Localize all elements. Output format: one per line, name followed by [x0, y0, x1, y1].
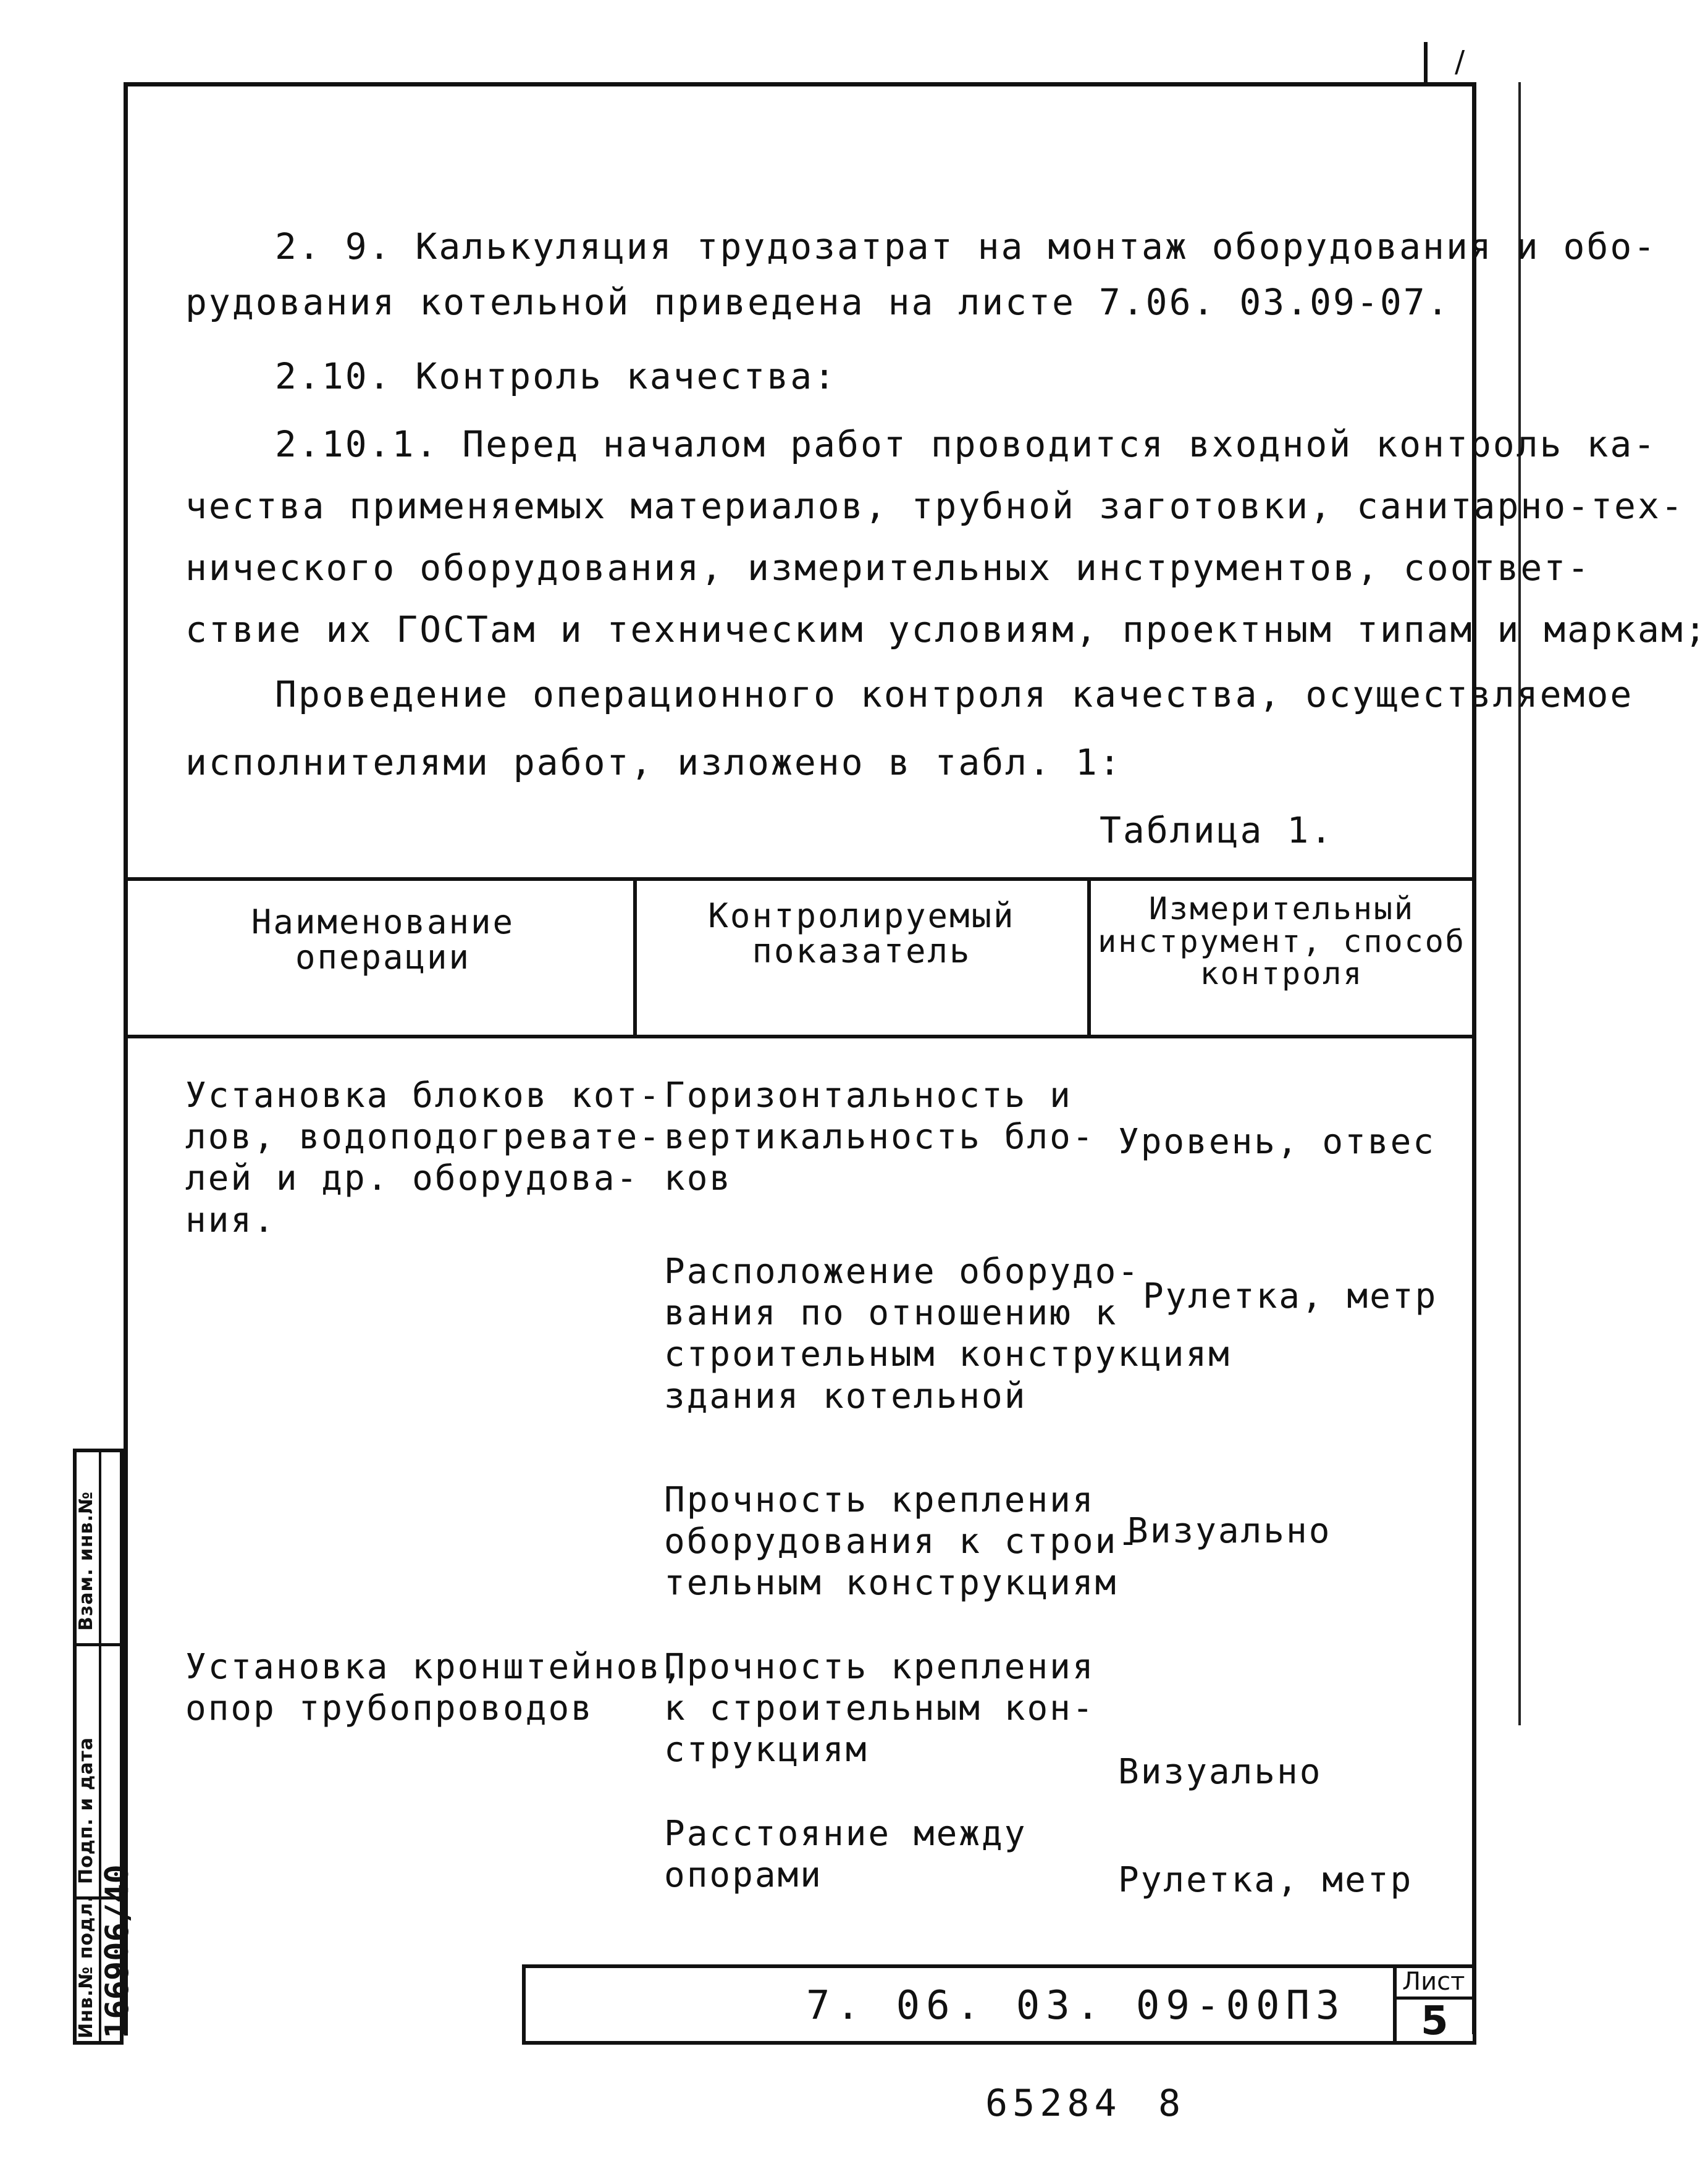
table-cell-indicator: Расстояние между опорами [664, 1814, 1027, 1896]
table-caption: Таблица 1. [1100, 809, 1334, 851]
table-top-rule [124, 877, 1476, 881]
table-cell-indicator: Горизонтальность и вертикальность бло- ков [664, 1075, 1095, 1199]
para-2-9-line-2: рудования котельной приведена на листе 7.06. 03.09-07. [185, 281, 1450, 323]
copy-number: 8 [1158, 2082, 1186, 2125]
table-header-method: Измерительный инструмент, способ контроля [1098, 891, 1466, 991]
para-2-10-1-line-2: чества применяемых материалов, трубной заготовки, санитарно-тех- [185, 485, 1685, 527]
table-cell-indicator: Расположение оборудо- вания по отношению к строительным конструкциям здания котельной [664, 1252, 1231, 1416]
table-cell-operation: Установка блоков кот- лов, водоподогревате- лей и др. оборудова- ния. [185, 1075, 662, 1240]
stamp-inv-value: 166906/40 [99, 1864, 136, 2039]
table-header-rule [124, 1035, 1476, 1038]
table-cell-indicator: Прочность крепления к строительным кон- струкциям [664, 1647, 1095, 1770]
sheet-number: 5 [1421, 1998, 1449, 2044]
title-block-divider [1393, 1964, 1397, 2045]
table-header-operation: Наименование операции [251, 903, 515, 977]
para-2-9-line-1: 2. 9. Калькуляция трудозатрат на монтаж оборудования и обо- [275, 225, 1657, 267]
frame-right-edge [1518, 82, 1521, 1725]
para-2-10-1-line-3: нического оборудования, измерительных инструментов, соответ- [185, 547, 1591, 589]
sheet-label: Лист [1402, 1967, 1465, 1996]
para-2-10-heading: 2.10. Контроль качества: [275, 355, 838, 397]
para-operational-line-1: Проведение операционного контроля качества, осуществляемое [275, 673, 1634, 715]
para-2-10-1-line-4: ствие их ГОСТам и техническим условиям, проектным типам и маркам; [185, 608, 1708, 650]
table-cell-method: Визуально [1127, 1511, 1332, 1551]
table-cell-method: Уровень, отвес [1118, 1122, 1436, 1162]
table-cell-method: Рулетка, метр [1143, 1276, 1438, 1316]
table-divider-1 [633, 877, 637, 1038]
table-divider-2 [1087, 877, 1091, 1038]
corner-mark: / [1455, 44, 1465, 79]
corner-stroke [1424, 42, 1428, 85]
table-cell-method: Рулетка, метр [1118, 1860, 1413, 1900]
para-2-10-1-line-1: 2.10.1. Перед началом работ проводится входной контроль ка- [275, 423, 1657, 465]
table-cell-operation: Установка кронштейнов, опор трубопроводов [185, 1647, 684, 1729]
stamp-label-vzam: Взам. инв.№ [75, 1491, 97, 1631]
stamp-label-inv-podl: Инв.№ подл. [75, 1895, 97, 2039]
side-stamp-rule-1 [73, 1643, 124, 1646]
table-header-indicator: Контролируемый показатель [708, 896, 1016, 970]
document-number: 7. 06. 03. 09-00ПЗ [806, 1983, 1346, 2029]
archive-number: 65284 [985, 2082, 1122, 2125]
table-cell-indicator: Прочность крепления оборудования к строи- тельным конструкциям [664, 1480, 1141, 1604]
para-operational-line-2: исполнителями работ, изложено в табл. 1: [185, 741, 1122, 783]
table-cell-method: Визуально [1118, 1752, 1323, 1792]
stamp-label-podp: Подп. и дата [75, 1736, 97, 1884]
